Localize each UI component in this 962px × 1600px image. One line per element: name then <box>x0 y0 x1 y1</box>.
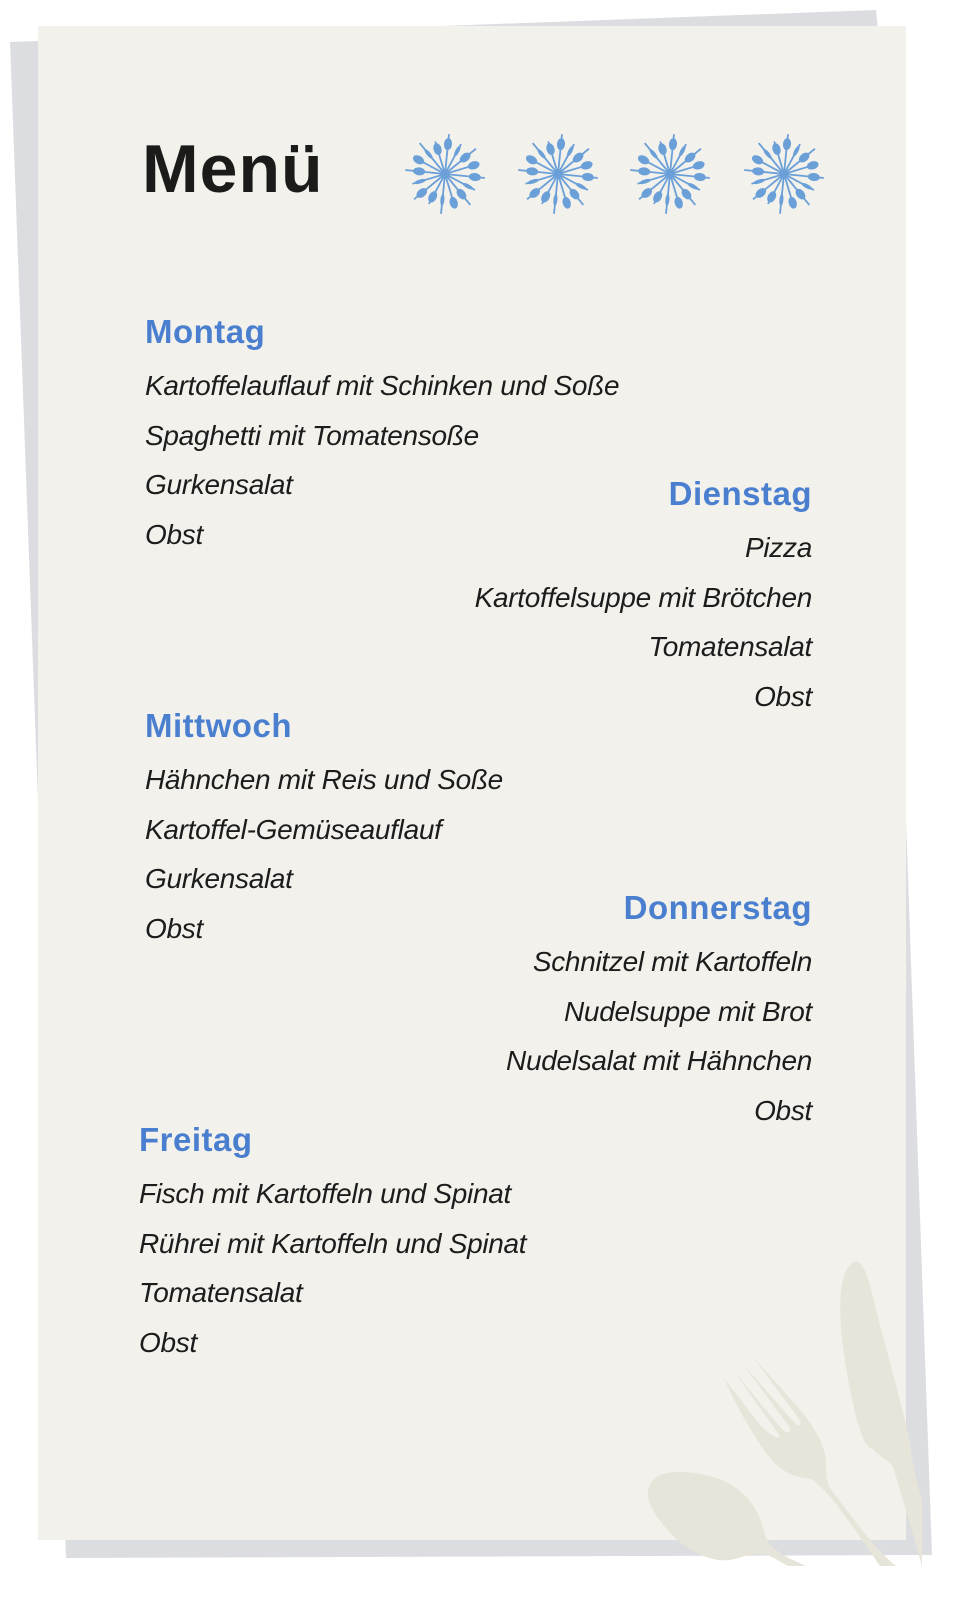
menu-item: Obst <box>754 680 812 712</box>
menu-item: Gurkensalat <box>145 863 293 894</box>
day-heading: Montag <box>145 313 266 350</box>
cutlery-starburst-icon <box>516 132 600 216</box>
menu-item: Spaghetti mit Tomatensoße <box>145 419 479 451</box>
menu-item: Kartoffelsuppe mit Brötchen <box>474 581 812 613</box>
menu-item: Nudelsuppe mit Brot <box>564 995 812 1027</box>
menu-item: Schnitzel mit Kartoffeln <box>532 946 812 977</box>
day-heading: Donnerstag <box>623 889 812 926</box>
menu-item: Tomatensalat <box>139 1277 303 1308</box>
cutlery-starburst-icon <box>628 132 712 216</box>
cutlery-starburst-icon <box>742 132 826 216</box>
menu-item: Obst <box>139 1326 197 1358</box>
day-heading: Freitag <box>139 1121 253 1158</box>
menu-item: Pizza <box>745 532 812 563</box>
menu-item: Obst <box>754 1094 812 1126</box>
day-section-donnerstag <box>506 888 812 1142</box>
day-section-mittwoch <box>145 706 503 960</box>
menu-item: Kartoffelauflauf mit Schinken und Soße <box>145 370 620 401</box>
menu-item: Rührei mit Kartoffeln und Spinat <box>139 1227 527 1259</box>
menu-item: Fisch mit Kartoffeln und Spinat <box>139 1178 511 1209</box>
menu-title: Menü <box>142 131 324 207</box>
menu-item: Tomatensalat <box>648 631 812 662</box>
menu-item: Obst <box>145 518 203 550</box>
day-section-freitag <box>139 1120 526 1374</box>
menu-item: Gurkensalat <box>145 469 293 500</box>
day-heading: Dienstag <box>668 475 812 512</box>
cutlery-watermark-icon <box>600 1200 962 1600</box>
day-heading: Mittwoch <box>145 707 292 744</box>
menu-item: Kartoffel-Gemüseauflauf <box>145 813 442 845</box>
menu-item: Hähnchen mit Reis und Soße <box>145 764 503 795</box>
cutlery-starburst-icon <box>403 132 487 216</box>
menu-item: Obst <box>145 912 203 944</box>
day-section-dienstag <box>475 474 812 728</box>
menu-item: Nudelsalat mit Hähnchen <box>506 1045 812 1076</box>
